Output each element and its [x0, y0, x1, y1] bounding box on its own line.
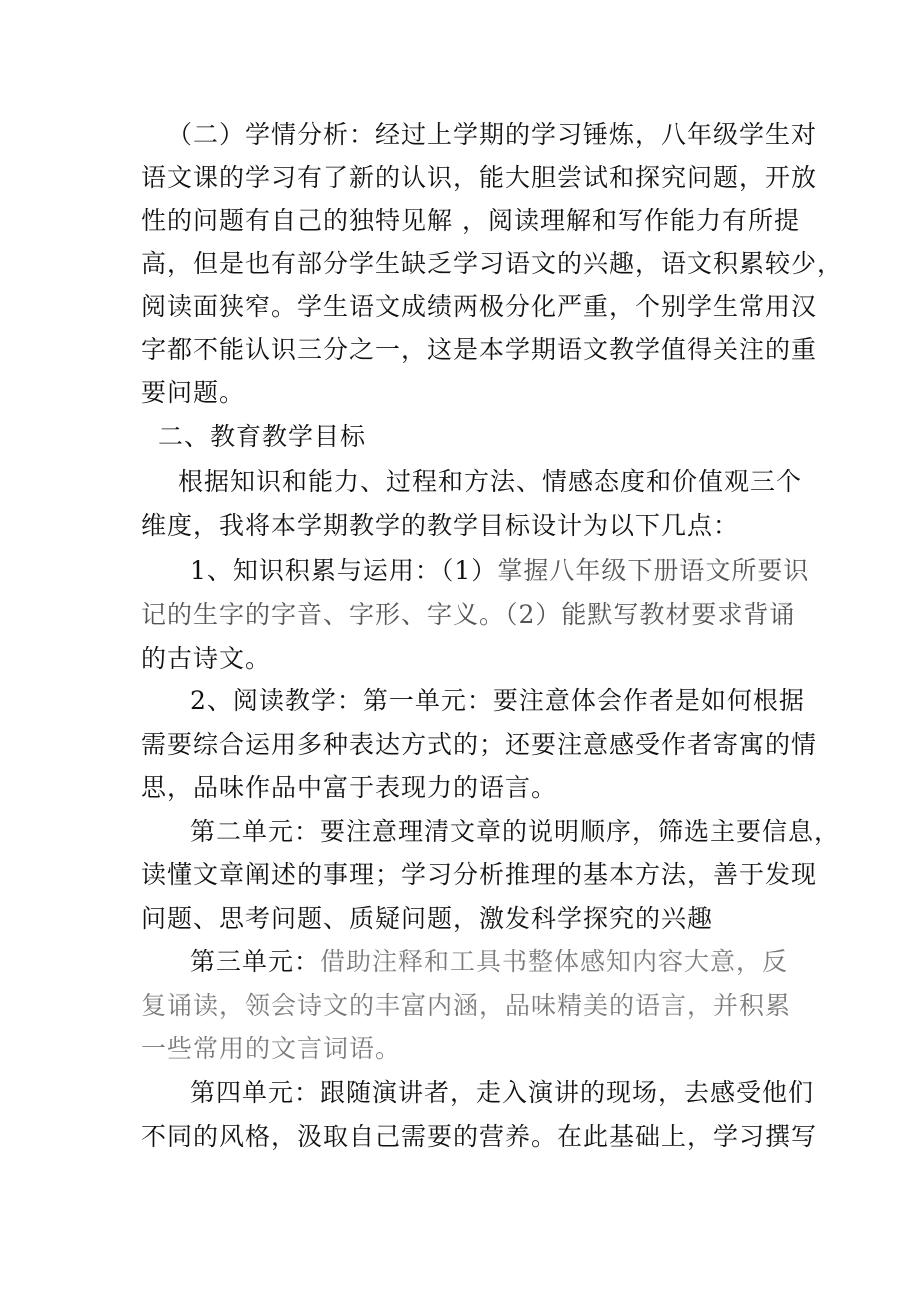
paragraph-line: 阅读面狭窄。学生语文成绩两极分化严重，个别学生常用汉 [141, 292, 818, 321]
paragraph-line: 复诵读，领会诗文的丰富内涵，品味精美的语言，并积累 [141, 991, 792, 1020]
paragraph-line: 语文课的学习有了新的认识，能大胆尝试和探究问题，开放 [141, 163, 818, 192]
paragraph-line: 2、阅读教学：第一单元：要注意体会作者是如何根据 [190, 686, 805, 715]
list-item-text: 掌握八年级下册语文所要识 [497, 556, 810, 585]
unit-text: 借助注释和工具书整体感知内容大意，反 [320, 947, 789, 976]
paragraph-line: 字都不能认识三分之一，这是本学期语文教学值得关注的重 [141, 335, 818, 364]
paragraph-line: 思，品味作品中富于表现力的语言。 [141, 773, 558, 802]
paragraph-line: 读懂文章阐述的事理；学习分析推理的基本方法，善于发现 [141, 860, 818, 889]
paragraph-line: 一些常用的文言词语。 [141, 1034, 402, 1063]
paragraph-line: 需要综合运用多种表达方式的；还要注意感受作者寄寓的情 [141, 730, 818, 759]
list-item-label: 1、知识积累与运用：（1） [190, 556, 498, 585]
paragraph-line: 维度，我将本学期教学的教学目标设计为以下几点： [141, 511, 740, 540]
paragraph-line: 第四单元：跟随演讲者，走入演讲的现场，去感受他们 [190, 1078, 815, 1107]
paragraph-line [190, 947, 788, 977]
paragraph-line: 性的问题有自己的独特见解 ，阅读理解和写作能力有所提 [141, 206, 800, 235]
section-heading: 二、教育教学目标 [158, 422, 367, 451]
paragraph-line: 不同的风格，汲取自己需要的营养。在此基础上，学习撰写 [141, 1122, 818, 1151]
paragraph-line: 高，但是也有部分学生缺乏学习语文的兴趣，语文积累较少， [141, 249, 844, 278]
paragraph-line: 第二单元：要注意理清文章的说明顺序，筛选主要信息， [190, 817, 841, 846]
paragraph-line: 问题、思考问题、质疑问题，激发科学探究的兴趣 [141, 904, 714, 933]
paragraph-line: （二）学情分析：经过上学期的学习锤炼，八年级学生对 [167, 120, 818, 149]
unit-label: 第三单元： [190, 947, 321, 976]
paragraph-line: 要问题。 [141, 378, 246, 407]
paragraph-line: 的古诗文。 [141, 644, 272, 673]
paragraph-line [190, 556, 809, 586]
paragraph-line: 根据知识和能力、过程和方法、情感态度和价值观三个 [178, 467, 803, 496]
paragraph-line: 记的生字的字音、字形、字义。（2）能默写教材要求背诵 [141, 600, 796, 629]
